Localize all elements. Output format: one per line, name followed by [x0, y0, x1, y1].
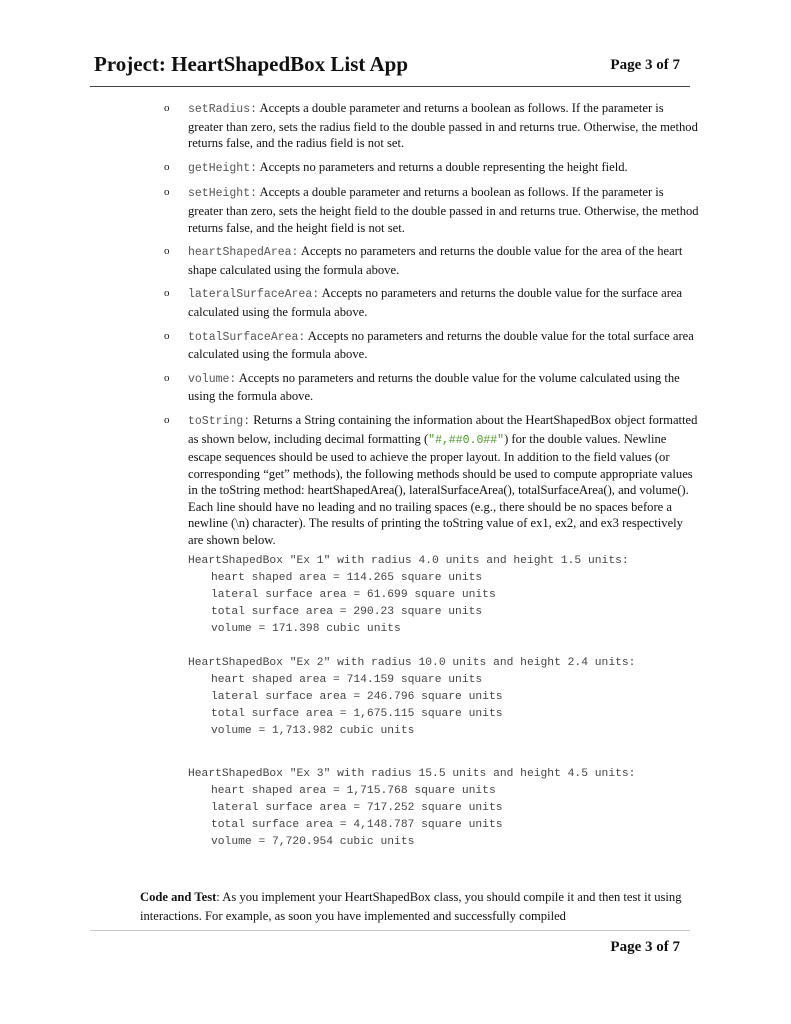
example-block-2	[188, 655, 700, 740]
method-item-tostring	[160, 412, 700, 851]
decimal-format-string: "#,##0.0##"	[428, 433, 505, 447]
example-line: total surface area = 4,148.787 square units	[211, 818, 503, 831]
method-description: Returns a String containing the information about the HeartShapedBox object formatted as shown below, including decimal formatting (	[188, 412, 698, 446]
bullet-icon: o	[164, 413, 170, 426]
method-item-getheight	[160, 159, 700, 178]
method-description: Accepts no parameters and returns a double representing the height field.	[257, 159, 628, 174]
method-name: heartShapedArea:	[188, 246, 299, 260]
bullet-icon: o	[164, 186, 170, 199]
method-name: volume:	[188, 372, 237, 386]
example-line: total surface area = 290.23 square units	[211, 605, 483, 618]
bullet-icon: o	[164, 371, 170, 384]
example-line: heart shaped area = 1,715.768 square units	[211, 784, 496, 797]
example-block-3	[188, 766, 700, 851]
footer-page-number: Page 3 of 7	[610, 939, 680, 955]
example-heading: HeartShapedBox "Ex 2" with radius 10.0 units and height 2.4 units:	[188, 656, 636, 669]
example-heading: HeartShapedBox "Ex 1" with radius 4.0 units and height 1.5 units:	[188, 554, 629, 567]
example-line: volume = 171.398 cubic units	[211, 622, 401, 635]
method-item-setheight	[160, 184, 700, 236]
bullet-icon: o	[164, 102, 170, 114]
example-line: lateral surface area = 246.796 square units	[211, 690, 503, 703]
bullet-icon: o	[164, 245, 170, 258]
example-line: heart shaped area = 114.265 square units	[211, 571, 483, 584]
example-block-1	[188, 553, 700, 638]
method-item-totalsurfacearea	[160, 328, 700, 363]
page-header	[90, 52, 690, 87]
bullet-icon: o	[164, 287, 170, 300]
method-description: Accepts no parameters and returns the double value for the area of the heart shape calculated using the formula above.	[188, 244, 683, 277]
method-description: Accepts a double parameter and returns a boolean as follows. If the parameter is greater than zero, sets the radius field to the double passed in and returns true. Otherwise, the method returns false, and the radius field is not set.	[188, 101, 698, 151]
method-name: getHeight:	[188, 161, 258, 175]
example-line: volume = 7,720.954 cubic units	[211, 835, 415, 848]
example-line: lateral surface area = 717.252 square units	[211, 801, 503, 814]
method-name: lateralSurfaceArea:	[188, 288, 320, 302]
code-and-test-text: : As you implement your HeartShapedBox class, you should compile it and then test it using interactions. For example, as soon you have implemented and successfully compiled	[140, 890, 682, 923]
example-heading: HeartShapedBox "Ex 3" with radius 15.5 units and height 4.5 units:	[188, 767, 636, 780]
method-item-volume	[160, 370, 700, 405]
bullet-icon: o	[164, 160, 170, 173]
method-description: Accepts no parameters and returns the double value for the surface area calculated using the formula above.	[188, 286, 683, 319]
tostring-example-output	[188, 553, 700, 851]
example-line: heart shaped area = 714.159 square units	[211, 673, 483, 686]
page-footer	[90, 930, 690, 967]
method-item-lateralsurfacearea	[160, 285, 700, 320]
bullet-icon: o	[164, 329, 170, 342]
method-name: setRadius:	[188, 103, 258, 116]
method-description: Accepts no parameters and returns the double value for the total surface area calculated using the formula above.	[188, 328, 694, 362]
method-name: setHeight:	[188, 187, 258, 201]
header-page-number: Page 3 of 7	[610, 57, 680, 73]
document-title: Project: HeartShapedBox List App	[94, 52, 409, 76]
method-list	[160, 100, 700, 868]
method-description: Accepts no parameters and returns the double value for the volume calculated using the using the formula above.	[188, 370, 680, 404]
method-item-setradius	[160, 100, 700, 152]
method-name: totalSurfaceArea:	[188, 330, 306, 344]
code-and-test-paragraph	[140, 888, 700, 926]
example-line: volume = 1,713.982 cubic units	[211, 724, 415, 737]
example-line: total surface area = 1,675.115 square units	[211, 707, 503, 720]
method-description: Accepts a double parameter and returns a boolean as follows. If the parameter is greater than zero, sets the height field to the double passed in and returns true. Otherwise, the method returns false, and the height field is not set.	[188, 185, 699, 235]
method-item-heartshapedarea	[160, 243, 700, 278]
example-line: lateral surface area = 61.699 square units	[211, 588, 496, 601]
method-description-continued: ) for the double values. Newline escape sequences should be used to achieve the proper layout. In addition to the field values (or corresponding “get” methods), the following methods should be used to compute appropriate values in the toString method: heartShapedArea(), lateralSurfaceArea(), totalSurfaceArea(), and volume(). Each line should have no leading and no trailing spaces (e.g., there should be no spaces before a newline (\n) character). The results of printing the toString value of ex1, ex2, and ex3 respectively are shown below.	[188, 431, 693, 548]
code-and-test-label: Code and Test	[140, 890, 217, 904]
method-name: toString:	[188, 414, 251, 428]
